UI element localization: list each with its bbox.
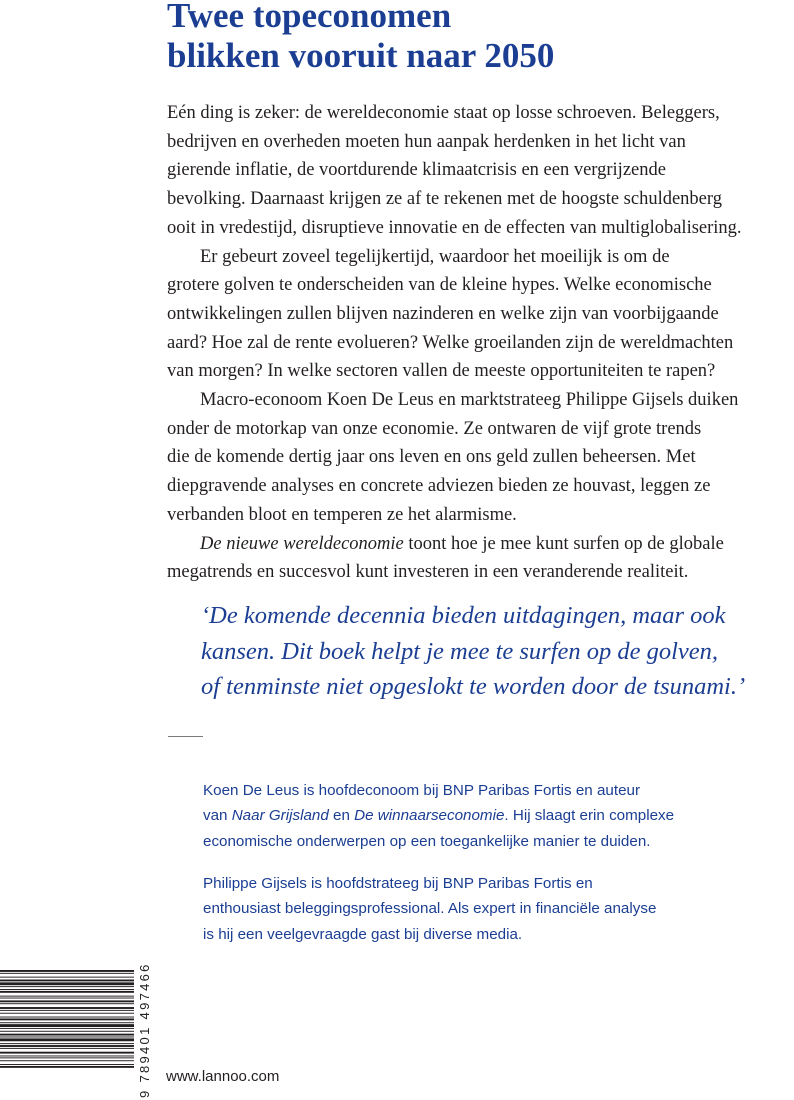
barcode-bar [0, 1007, 134, 1009]
barcode-bar [0, 1056, 134, 1057]
quote-line: ‘De komende decennia bieden uitdagingen, maar ook [201, 602, 726, 629]
blurb-line: megatrends en succesvol kunt investeren in een veranderende realiteit. [167, 562, 689, 583]
blurb-line: bevolking. Daarnaast krijgen ze af te rekenen met de hoogste schuldenberg [167, 189, 722, 210]
barcode-bar [0, 998, 134, 999]
blurb-line: bedrijven en overheden moeten hun aanpak herdenken in het licht van [167, 131, 686, 152]
blurb-line: verbanden bloot en temperen ze het alarmisme. [167, 504, 517, 525]
barcode-bar [0, 1010, 134, 1011]
blurb-line: ooit in vredestijd, disruptieve innovatie en de effecten van multiglobalisering. [167, 217, 742, 238]
barcode-bar [0, 1037, 134, 1038]
book-title-italic: De nieuwe wereldeconomie [200, 533, 404, 554]
blurb-line: ontwikkelingen zullen blijven nazinderen en welke zijn van voorbijgaande [167, 303, 719, 324]
barcode-bar [0, 996, 134, 997]
book-title-italic: Naar Grijsland [231, 807, 329, 825]
blurb-line: Eén ding is zeker: de wereldeconomie staat op losse schroeven. Beleggers, [167, 103, 720, 123]
blurb-line: diepgravende analyses en concrete adviezen bieden ze houvast, leggen ze [167, 476, 711, 497]
blurb-line: Macro-econoom Koen De Leus en marktstrateeg Philippe Gijsels duiken [200, 390, 739, 411]
quote-line: kansen. Dit boek helpt je mee te surfen op de golven, [201, 637, 719, 665]
bio-fragment: en [328, 807, 355, 825]
title-line-1: Twee topeconomen [167, 0, 452, 35]
bio-line: is hij een veelgevraagde gast bij diverse media. [203, 925, 523, 943]
barcode-bar [0, 1000, 134, 1002]
barcode-bar [0, 1031, 134, 1032]
blurb-line: grotere golven te onderscheiden van de kleine hypes. Welke economische [167, 275, 712, 296]
bio-line: enthousiast beleggingsprofessional. Als expert in financiële analyse [203, 900, 657, 918]
barcode-bar [0, 989, 134, 990]
title-line-2: blikken vooruit naar 2050 [167, 36, 555, 75]
blurb-text [167, 99, 794, 587]
barcode-bar [0, 1048, 134, 1049]
barcode-bar [0, 1045, 134, 1047]
divider [168, 736, 203, 737]
barcode-bar [0, 980, 134, 982]
barcode-bar [0, 1057, 134, 1058]
book-title-italic: De winnaarseconomie [354, 807, 505, 825]
quote-line: of tenminste niet opgeslokt te worden door de tsunami.’ [201, 673, 746, 700]
bio-line: Philippe Gijsels is hoofdstrateeg bij BNP Paribas Fortis en [203, 875, 593, 892]
barcode-bar [0, 1034, 134, 1036]
blurb-line: gierende inflatie, de voortdurende klimaatcrisis en een vergrijzende [167, 160, 666, 181]
barcode-bar [0, 986, 134, 987]
blurb-line: Er gebeurt zoveel tegelijkertijd, waardoor het moeilijk is om de [200, 246, 670, 267]
barcode-bar [0, 1028, 134, 1029]
barcode-bar [0, 1013, 134, 1014]
barcode-bar [0, 973, 134, 974]
barcode-bar [0, 1060, 134, 1061]
barcode-bar [0, 1022, 134, 1023]
barcode-bar [0, 991, 134, 993]
barcode-bar [0, 970, 134, 972]
author-bio-koen [203, 778, 763, 854]
barcode [0, 968, 136, 1100]
blurb-fragment: toont hoe je mee kunt surfen op de globale [403, 533, 724, 554]
barcode-bar [0, 977, 134, 978]
barcode-bar [0, 1024, 134, 1027]
blurb-line: die de komende dertig jaar ons leven en ons geld zullen beheersen. Met [167, 447, 696, 468]
bio-line: economische onderwerpen op een toegankelijke manier te duiden. [203, 832, 651, 850]
author-bio-philippe [203, 871, 763, 947]
isbn-number: 9 789401 497466 [137, 962, 152, 1098]
bio-line [203, 803, 763, 828]
publisher-website: www.lannoo.com [166, 1068, 280, 1085]
barcode-bar [0, 1043, 134, 1044]
barcode-bar [0, 1052, 134, 1054]
bio-line: Koen De Leus is hoofdeconoom bij BNP Paribas Fortis en auteur [203, 782, 641, 799]
pull-quote [201, 598, 781, 705]
blurb-line: onder de motorkap van onze economie. Ze ontwaren de vijf grote trends [167, 418, 702, 439]
barcode-bar [0, 1003, 134, 1004]
blurb-line [167, 530, 794, 559]
barcode-bar [0, 1038, 134, 1041]
barcode-bar [0, 982, 134, 985]
barcode-bar [0, 1066, 134, 1068]
bio-fragment: . Hij slaagt erin complexe [504, 807, 675, 825]
blurb-line: aard? Hoe zal de rente evolueren? Welke groeilanden zijn de wereldmachten [167, 332, 734, 353]
barcode-bar [0, 1018, 134, 1020]
blurb-line: van morgen? In welke sectoren vallen de meeste opportuniteiten te rapen? [167, 361, 716, 382]
barcode-bar [0, 1064, 134, 1065]
barcode-bar [0, 1017, 134, 1018]
bio-fragment: van [203, 807, 232, 825]
book-title [167, 0, 554, 76]
